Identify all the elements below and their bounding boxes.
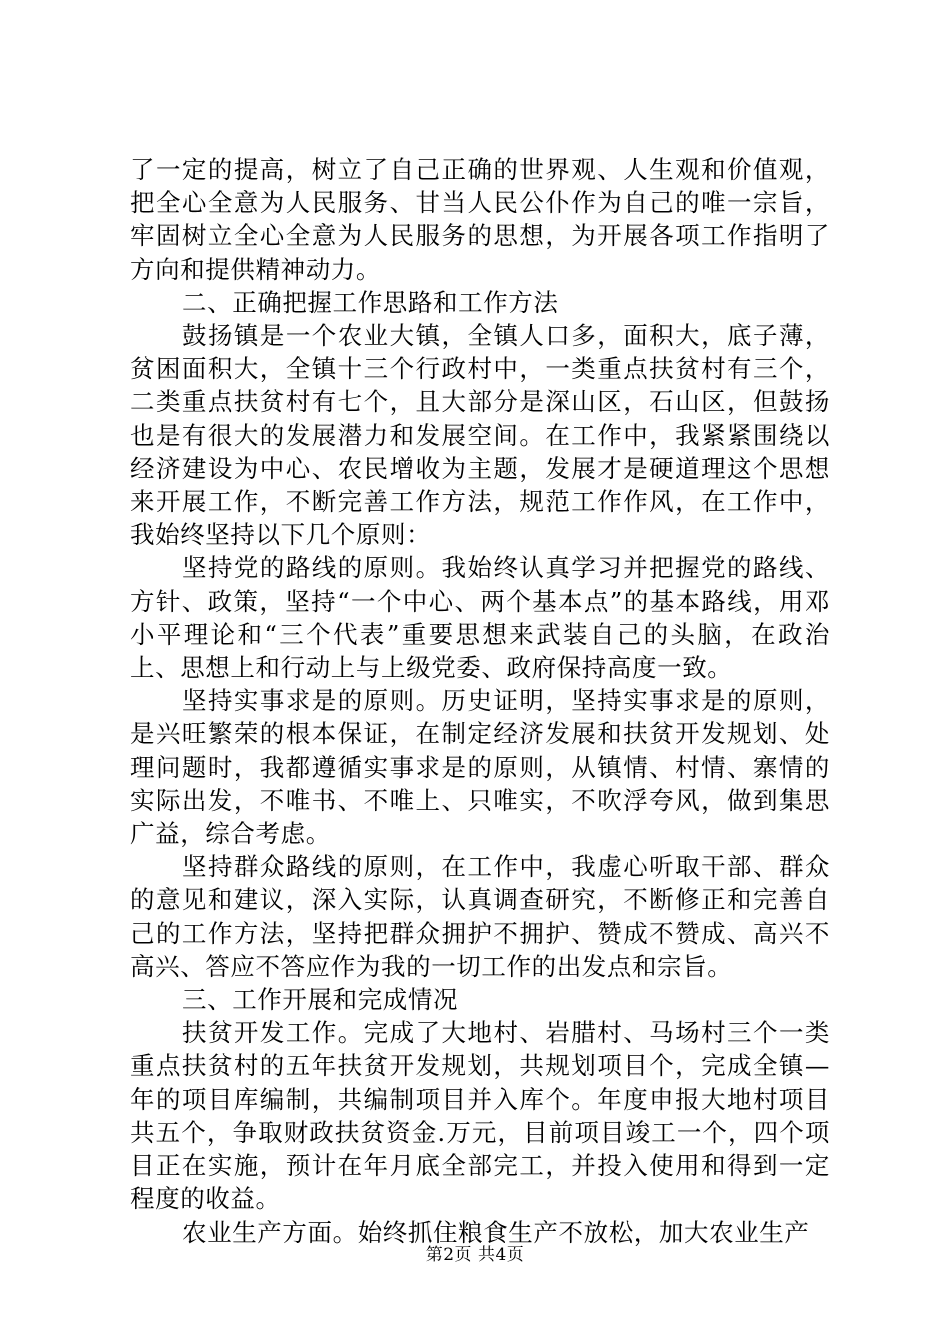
paragraph-continuation: 了一定的提高，树立了自己正确的世界观、人生观和价值观，把全心全意为人民服务、甘当人民公仆作为自己的唯一宗旨，牢固树立全心全意为人民服务的思想，为开展各项工作指明了方向和提供精神动力。 xyxy=(130,155,830,284)
page-number-footer: 第2页 共4页 xyxy=(425,1245,525,1265)
paragraph-mass-line-principle: 坚持群众路线的原则，在工作中，我虚心听取干部、群众的意见和建议，深入实际，认真调查研究，不断修正和完善自己的工作方法，坚持把群众拥护不拥护、赞成不赞成、高兴不高兴、答应不答应作为我的一切工作的出发点和宗旨。 xyxy=(130,852,830,981)
paragraph-fact-principle: 坚持实事求是的原则。历史证明，坚持实事求是的原则，是兴旺繁荣的根本保证，在制定经济发展和扶贫开发规划、处理问题时，我都遵循实事求是的原则，从镇情、村情、寨情的实际出发，不唯书、不唯上、只唯实，不吹浮夸风，做到集思广益，综合考虑。 xyxy=(130,686,830,849)
paragraph-party-line-principle: 坚持党的路线的原则。我始终认真学习并把握党的路线、方针、政策，坚持“一个中心、两个基本点”的基本路线，用邓小平理论和“三个代表”重要思想来武装自己的头脑，在政治上、思想上和行动上与上级党委、政府保持高度一致。 xyxy=(130,553,830,683)
paragraph-agriculture: 农业生产方面。始终抓住粮食生产不放松，加大农业生产 xyxy=(182,1217,810,1247)
paragraph-town-overview: 鼓扬镇是一个农业大镇，全镇人口多，面积大，底子薄，贫困面积大，全镇十三个行政村中，一类重点扶贫村有三个，二类重点扶贫村有七个，且大部分是深山区，石山区，但鼓扬也是有很大的发展潜力和发展空间。在工作中，我紧紧围绕以经济建设为中心、农民增收为主题，发展才是硬道理这个思想来开展工作，不断完善工作方法，规范工作作风，在工作中，我始终坚持以下几个原则： xyxy=(130,321,830,550)
document-body xyxy=(130,153,830,1249)
section-heading-2: 二、正确把握工作思路和工作方法 xyxy=(182,287,559,317)
section-heading-3: 三、工作开展和完成情况 xyxy=(182,985,459,1015)
paragraph-poverty-alleviation: 扶贫开发工作。完成了大地村、岩腊村、马场村三个一类重点扶贫村的五年扶贫开发规划，共规划项目个，完成全镇—年的项目库编制，共编制项目并入库个。年度申报大地村项目共五个，争取财政扶贫资金.万元，目前项目竣工一个，四个项目正在实施，预计在年月底全部完工，并投入使用和得到一定程度的收益。 xyxy=(130,1018,830,1214)
